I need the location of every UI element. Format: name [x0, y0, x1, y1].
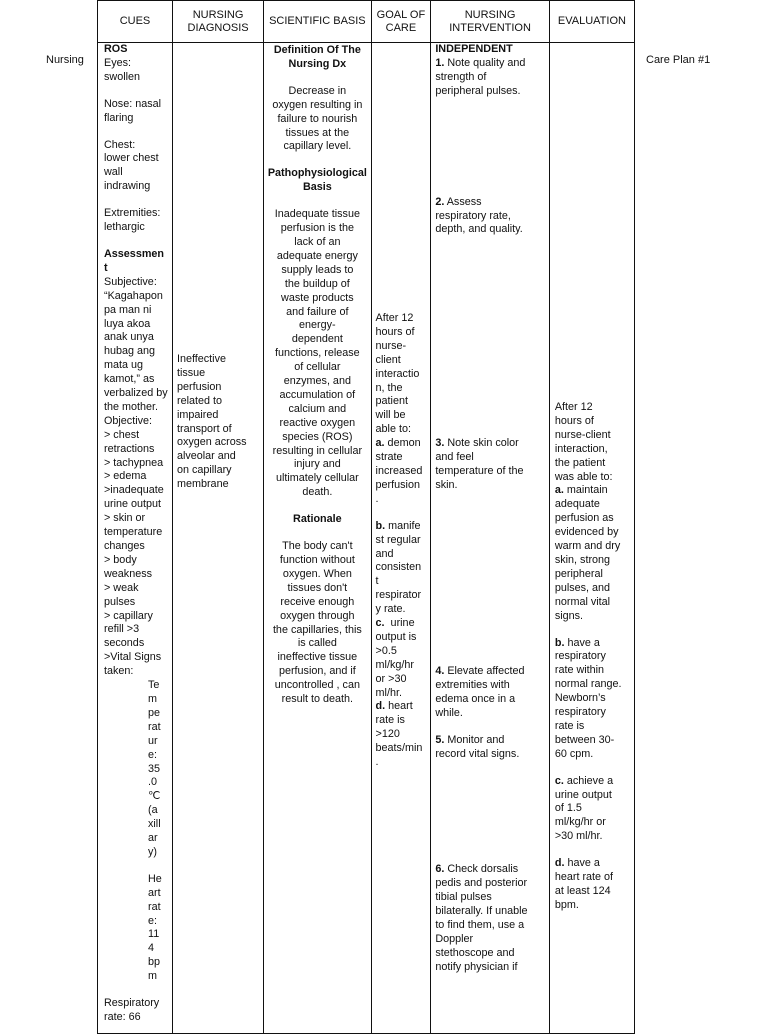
- header-goal-of-care: GOAL OF CARE: [371, 1, 431, 43]
- evaluation-d-text: have a heart rate of at least 124 bpm.: [554, 857, 614, 911]
- intervention-1-text: Note quality and strength of peripheral pulses.: [435, 56, 526, 97]
- goal-b: [376, 520, 427, 617]
- intervention-2: [435, 196, 545, 238]
- intervention-4-number: 4.: [435, 664, 445, 677]
- intervention-cell: [431, 43, 550, 1034]
- header-scientific-basis: SCIENTIFIC BASIS: [264, 1, 371, 43]
- goal-intro: After 12 hours of nurse- client interactio n, the patient will be able to:: [375, 312, 420, 436]
- goal-b-label: b.: [375, 519, 386, 532]
- header-nursing-diagnosis: NURSING DIAGNOSIS: [172, 1, 263, 43]
- side-label-left: Nursing: [46, 54, 84, 66]
- content-row: [98, 43, 635, 1034]
- pathophysiology-heading: Pathophysiological Basis: [267, 167, 367, 194]
- diagnosis-text: Ineffective tissue perfusion related to impaired transport of oxygen across alveolar and on capillary membrane: [176, 353, 247, 491]
- cue-nose: Nose: nasal flaring: [104, 97, 162, 124]
- rationale-heading: Rationale: [293, 513, 342, 526]
- goal-d-text: heart rate is >120 beats/min .: [375, 700, 423, 769]
- header-row: [98, 1, 635, 43]
- evaluation-d-label: d.: [554, 857, 565, 870]
- side-label-right: Care Plan #1: [646, 54, 711, 66]
- goal-cell: [371, 43, 431, 1034]
- ros-heading: ROS: [104, 43, 128, 55]
- diagnosis-cell: [172, 43, 263, 1034]
- rationale-text: The body can't function without oxygen. When tissues don't receive enough oxygen through the capillaries, this is called ineffective tissue perfusion, and if uncontrolled , can result to death.: [272, 540, 362, 706]
- intervention-3: [435, 437, 545, 493]
- evaluation-c-label: c.: [554, 774, 564, 787]
- cue-extremities: Extremities: lethargic: [104, 207, 161, 234]
- intervention-5-number: 5.: [435, 733, 445, 746]
- cue-eyes: Eyes: swollen: [104, 56, 141, 83]
- intervention-6-number: 6.: [435, 863, 445, 876]
- header-cues: CUES: [98, 1, 173, 43]
- intervention-4: [435, 665, 545, 721]
- intervention-1: [435, 57, 545, 99]
- header-evaluation: EVALUATION: [549, 1, 634, 43]
- evaluation-c-text: achieve a urine output of 1.5 ml/kg/hr or >30 ml/hr.: [554, 774, 614, 843]
- intervention-heading: INDEPENDENT: [435, 43, 513, 55]
- pathophysiology-text: Inadequate tissue perfusion is the lack of an adequate energy supply leads to the buildup of waste products and failure of energy- dependent functions, release of cellular enzymes, and accumulation of calcium and reactive oxygen species (ROS) resulting in cellular injury and ultimately cellular death.: [272, 208, 363, 499]
- cue-objective: Objective: > chest retractions > tachypnea > edema >inadequate urine output > skin or temperature changes > body weakness > weak pulses > capillary refill >3 seconds >Vital Signs taken:: [104, 414, 164, 678]
- cues-cell: [98, 43, 173, 1034]
- goal-a-text: demon strate increased perfusion .: [375, 437, 423, 505]
- intervention-5-text: Monitor and record vital signs.: [435, 733, 520, 760]
- definition-text: Decrease in oxygen resulting in failure to nourish tissues at the capillary level.: [272, 84, 363, 153]
- goal-a: [376, 437, 427, 507]
- goal-c: [376, 617, 427, 700]
- assessment-heading: Assessmen t: [104, 247, 165, 274]
- evaluation-b-text: have a respiratory rate within normal range. Newborn’s respiratory rate is between 30- 60 cpm.: [554, 636, 622, 760]
- intervention-1-number: 1.: [435, 56, 445, 69]
- cue-heart-rate: He art rat e: 11 4 bp m: [148, 872, 162, 983]
- goal-c-label: c.: [375, 617, 385, 630]
- goal-d-label: d.: [375, 700, 386, 713]
- intervention-2-text: Assess respiratory rate, depth, and quality.: [435, 195, 523, 236]
- evaluation-b: [555, 637, 630, 762]
- evaluation-d: [555, 857, 630, 913]
- evaluation-a-label: a.: [554, 484, 564, 497]
- cue-chest: Chest: lower chest wall indrawing: [104, 138, 159, 193]
- evaluation-b-label: b.: [554, 636, 565, 649]
- intervention-4-text: Elevate affected extremities with edema once in a while.: [435, 664, 525, 719]
- intervention-6: [435, 863, 545, 974]
- scientific-basis-cell: [264, 43, 371, 1034]
- cue-temperature: Te m pe rat ur e: 35 .0 ℃ (a xill ar y): [148, 679, 161, 858]
- intervention-2-number: 2.: [435, 195, 445, 208]
- intervention-3-text: Note skin color and feel temperature of the skin.: [435, 437, 524, 492]
- goal-b-text: manife st regular and consisten t respirator y rate.: [375, 519, 422, 616]
- goal-c-text: urine output is >0.5 ml/kg/hr or >30 ml/hr.: [375, 617, 417, 699]
- intervention-5: [435, 734, 545, 762]
- definition-heading: Definition Of The Nursing Dx: [273, 44, 361, 70]
- evaluation-a-text: maintain adequate perfusion as evidenced by warm and dry skin, strong peripheral pulses, and normal vital signs.: [554, 484, 621, 622]
- goal-d: [376, 700, 427, 770]
- header-nursing-intervention: NURSING INTERVENTION: [431, 1, 550, 43]
- intervention-6-text: Check dorsalis pedis and posterior tibial pulses bilaterally. If unable to find them, use a Doppler stethoscope and notify physician if: [435, 863, 528, 973]
- evaluation-intro: After 12 hours of nurse-client interaction, the patient was able to:: [554, 401, 613, 483]
- evaluation-cell: [549, 43, 634, 1034]
- evaluation-a: [555, 484, 630, 623]
- intervention-3-number: 3.: [435, 437, 445, 450]
- cue-subjective: Subjective: “Kagahapon pa man ni luya akoa anak unya hubag ang mata ug kamot,” as verbalized by the mother.: [104, 275, 168, 413]
- cue-respiratory-rate: Respiratory rate: 66: [104, 997, 160, 1023]
- goal-a-label: a.: [375, 437, 385, 450]
- care-plan-table: [97, 0, 635, 1034]
- evaluation-c: [555, 775, 630, 845]
